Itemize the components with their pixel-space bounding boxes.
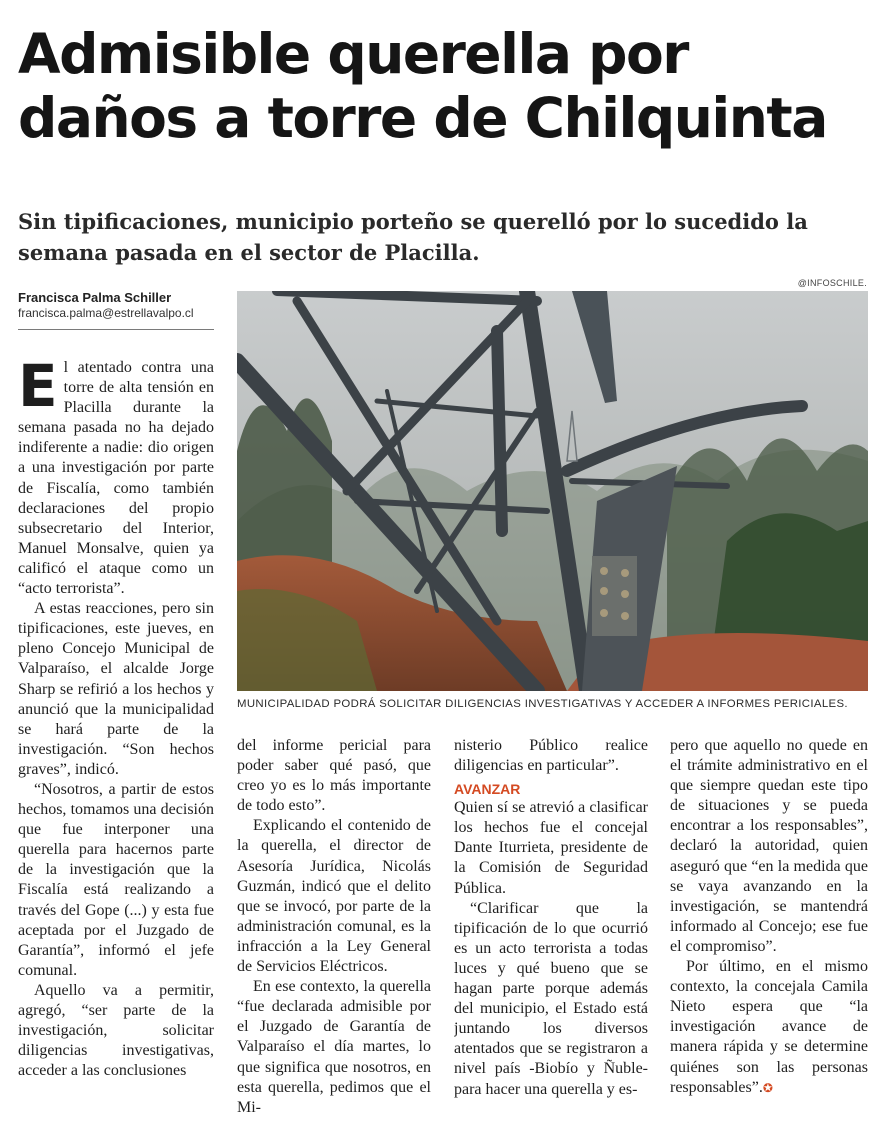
paragraph-12 (670, 957, 868, 1098)
paragraph-3: “Nosotros, a partir de estos hechos, tomamos una decisión que fue interponer una querella para hacernos parte de la investigación que la Fiscalía está realizando a través del Gope (...) y esta fue aceptada por el Juzgado de Garantía”, informó el jefe comunal. (18, 780, 214, 979)
headline-line-1: Admisible querella por (18, 22, 688, 86)
paragraph-7: En ese contexto, la querella “fue declarada admisible por el Juzgado de Garantía de Valparaíso el día martes, lo que significa que nosotros, en esta querella, pedimos que el Mi- (237, 978, 431, 1116)
paragraph-9: Quien sí se atrevió a clasificar los hechos fue el concejal Dante Iturrieta, presidente de la Comisión de Seguridad Pública. (454, 799, 648, 897)
article-column-2 (237, 736, 431, 1138)
article-column-3 (454, 736, 648, 1138)
paragraph-1: l atentado contra una torre de alta tensión en Placilla durante la semana pasada no ha dejado indiferente a nadie: dio origen a una investigación por parte de Fiscalía, como también declaraciones del propio subsecretario del Interior, Manuel Monsalve, quien ya calificó el ataque como un “acto terrorista”. (18, 359, 214, 598)
end-mark-icon: ✪ (762, 1080, 773, 1095)
subheadline: Sin tipificaciones, municipio porteño se querelló por lo sucedido la semana pasada en el sector de Placilla. (18, 209, 808, 265)
photo-caption: MUNICIPALIDAD PODRÁ SOLICITAR DILIGENCIAS INVESTIGATIVAS Y ACCEDER A INFORMES PERICIALES. (237, 698, 848, 710)
section-heading: AVANZAR (454, 781, 521, 798)
headline-line-2: daños a torre de Chilquinta (18, 86, 827, 150)
paragraph-12-text: Por último, en el mismo contexto, la concejala Camila Nieto espera que “la investigación avance de manera rápida y se determine quiénes son las personas responsables”. (670, 958, 868, 1096)
article-column-4 (670, 736, 868, 1138)
author-email: francisca.palma@estrellavalpo.cl (18, 306, 194, 320)
article-column-1 (18, 358, 214, 1138)
paragraph-10: “Clarificar que la tipificación de lo que ocurrió es un acto terrorista a todas luces y qué bueno que se hagan parte porque además del municipio, el Estado está juntando los diversos atentados que se registraron a nivel país -Biobío y Ñuble- para hacer una querella y es- (454, 899, 648, 1098)
headline (18, 22, 868, 150)
byline (18, 290, 214, 330)
article-photo (237, 291, 868, 691)
paragraph-8: nisterio Público realice diligencias en particular”. (454, 737, 648, 775)
tower-photo-illustration (237, 291, 868, 691)
author-name: Francisca Palma Schiller (18, 290, 172, 305)
paragraph-11: pero que aquello no quede en el trámite administrativo en el que siempre quedan este tipo de situaciones y se pueda encontrar a los responsables”, declaró la autoridad, quien aseguró que “en la medida que se vaya avanzando en la investigación, se mantendrá informado al Concejo; ese fue el compromiso”. (670, 737, 868, 955)
paragraph-5: del informe pericial para poder saber qué pasó, que creo yo es lo más importante de todo esto”. (237, 737, 431, 815)
paragraph-4: Aquello va a permitir, agregó, “ser parte de la investigación, solicitar diligencias investigativas, acceder a las conclusiones (18, 981, 214, 1080)
paragraph-6: Explicando el contenido de la querella, el director de Asesoría Jurídica, Nicolás Guzmán, indicó que el delito que se invocó, por parte de la administración comunal, es la infracción a la Ley General de Servicios Eléctricos. (237, 817, 431, 976)
drop-cap: E (18, 358, 58, 420)
photo-credit: @INFOSCHILE. (797, 278, 867, 288)
paragraph-2: A estas reacciones, pero sin tipificaciones, este jueves, en pleno Concejo Municipal de Valparaíso, el alcalde Jorge Sharp se refirió a los hechos y anunció que la municipalidad se hará parte de la investigación. “Son hechos graves”, indicó. (18, 600, 214, 778)
